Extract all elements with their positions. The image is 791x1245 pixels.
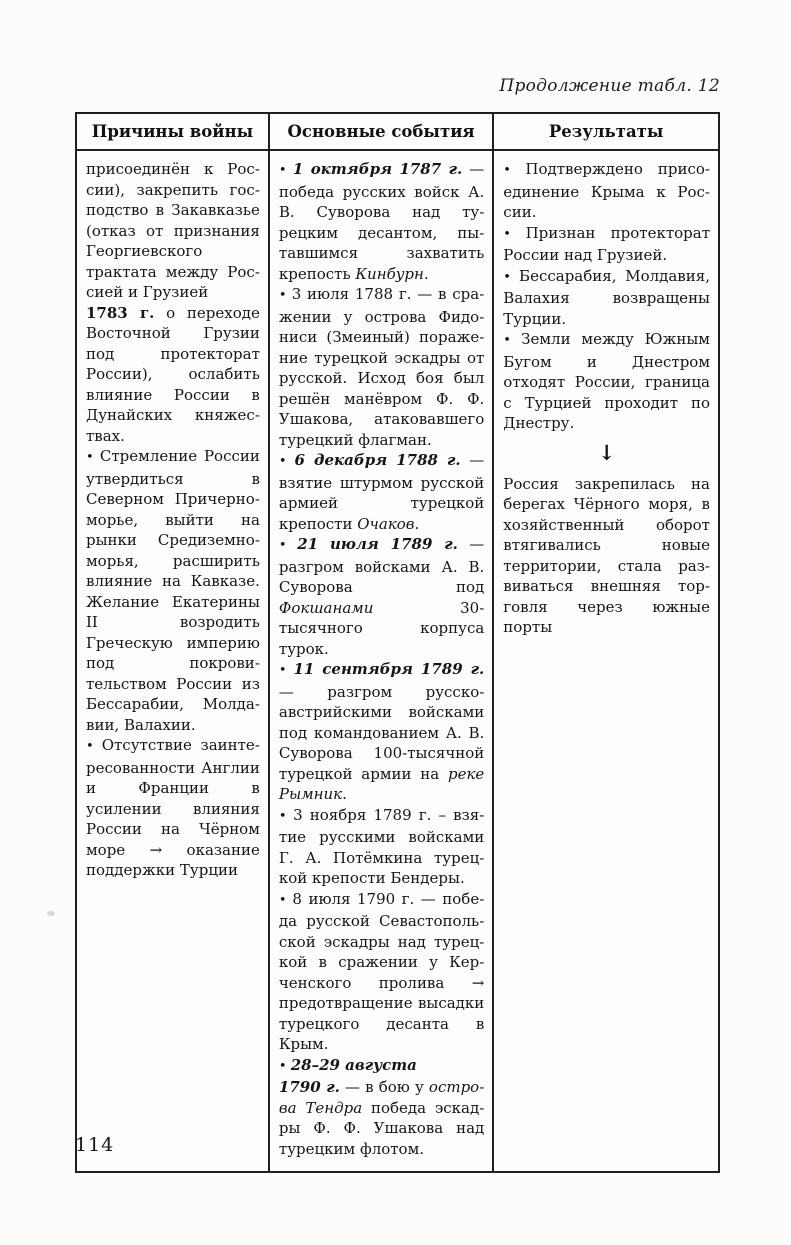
text-run: Подтверждено присоединение Крыма к России.	[503, 160, 710, 221]
text-run: — победа русских войск А. В. Суворова над турецким десантом, пытавшимся захватить крепость	[278, 160, 485, 283]
text-run: — разгром войсками А. В. Суворова под	[278, 535, 485, 596]
text-run: Отсутствие заинтересованности Англии и Франции в усилении влияния России на Чёрном море → оказание поддержки Турции	[86, 736, 260, 879]
results-cell	[493, 150, 719, 1172]
events-cell	[269, 150, 493, 1172]
bullet-icon: •	[86, 739, 102, 754]
table-paragraph	[86, 159, 260, 446]
table-header-row	[76, 113, 719, 150]
table-paragraph	[86, 446, 260, 735]
table-paragraph	[503, 266, 710, 330]
text-run: Признан протекторат России над Грузией.	[503, 223, 710, 264]
text-run: 1783 г.	[86, 303, 155, 322]
table-paragraph	[279, 159, 484, 284]
bullet-icon: •	[278, 454, 295, 469]
bullet-icon: •	[503, 333, 522, 348]
text-run: 6 декабря 1788 г.	[294, 451, 461, 469]
header-events: Основные события	[269, 113, 493, 150]
table-paragraph	[279, 450, 484, 534]
bullet-icon: •	[503, 163, 526, 178]
text-run: — в бою у	[339, 1078, 429, 1096]
bullet-icon: •	[278, 1058, 291, 1074]
text-run: .	[414, 514, 420, 533]
scan-smudge-mark	[47, 911, 55, 916]
text-run: 30-тысячного корпуса турок.	[278, 598, 485, 658]
text-run: Земли между Южным Бугом и Днестром отходят России, граница с Турцией проходит по Днестру.	[503, 330, 710, 432]
text-run: — взятие штурмом русской армией турецкой крепости	[278, 451, 485, 533]
table-paragraph	[279, 1055, 484, 1160]
table-paragraph	[279, 284, 484, 450]
text-run: 1 октября 1787 г.	[292, 160, 463, 178]
text-run: 3 ноября 1789 г. – взятие русскими войсками Г. А. Потёмкина турецкой крепости Бендеры.	[278, 805, 485, 887]
table-paragraph	[503, 329, 710, 434]
bullet-icon: •	[86, 450, 100, 465]
header-results: Результаты	[493, 113, 719, 150]
header-causes: Причины войны	[76, 113, 269, 150]
bullet-icon: •	[278, 163, 293, 178]
text-run: 21 июля 1789 г.	[297, 535, 458, 553]
table-paragraph	[279, 889, 484, 1055]
text-run: острова Тендра	[278, 1078, 485, 1117]
text-run: 3 июля 1788 г. — в сражении у острова Фидониси (Змеиный) поражение турецкой эскадры от русской. Исход боя был решён манёвром Ф. Ф. Ушакова, атаковавшего турецкий флагман.	[278, 285, 485, 449]
text-run: — разгром русско-австрийскими войсками под командованием А. В. Суворова 100-тысячной турецкой армии на	[278, 682, 485, 783]
text-run: Кинбурн	[355, 264, 424, 283]
bullet-icon: •	[278, 892, 293, 908]
bullet-icon: •	[503, 226, 526, 242]
text-run: Очаков	[357, 514, 415, 533]
bullet-icon: •	[278, 288, 292, 303]
text-run: Россия закрепилась на берегах Чёрного моря, в хозяйственный оборот втягивались новые территории, стала развиваться внешняя торговля через южные порты	[503, 474, 710, 636]
text-run: 8 июля 1790 г. — победа русской Севастопольской эскадры над турецкой в сражении у Керченского пролива → предотвращение высадки турецкого десанта в Крым.	[278, 889, 485, 1053]
page-number: 114	[75, 1134, 115, 1156]
text-run: 11 сентября 1789 г.	[293, 660, 485, 678]
war-table	[75, 112, 720, 1173]
table-continuation-label: Продолжение табл. 12	[499, 76, 720, 96]
text-run: 1790 г.	[278, 1078, 340, 1096]
text-run: Стремление России утвердиться в Северном Причерноморье, выйти на рынки Средиземноморья, расширить влияние на Кавказе. Желание Екатерины II возродить Греческую империю под покровительством России из Бессарабии, Молдавии, Валахии.	[86, 447, 260, 734]
bullet-icon: •	[503, 269, 520, 285]
text-run: 28–29 августа	[290, 1055, 417, 1074]
bullet-icon: •	[278, 808, 294, 824]
text-run: реке Рымник	[278, 764, 485, 803]
table-body-row	[76, 150, 719, 1172]
bullet-icon: •	[278, 663, 294, 678]
text-run: победа эскадры Ф. Ф. Ушакова над турецким флотом.	[278, 1098, 485, 1158]
down-arrow-icon: ↓	[597, 439, 616, 465]
text-run: Бессарабия, Молдавия, Валахия возвращены Турции.	[503, 266, 710, 328]
table-paragraph	[503, 223, 710, 266]
table-paragraph	[503, 159, 710, 223]
text-run: .	[342, 785, 347, 803]
bullet-icon: •	[278, 538, 298, 553]
causes-cell	[76, 150, 269, 1172]
text-run: Фокшанами	[278, 598, 374, 617]
table-paragraph	[279, 659, 484, 805]
table-paragraph	[279, 534, 484, 659]
text-run: о переходе Восточной Грузии под протекторат России), ослабить влияние России в Дунайских княжествах.	[86, 303, 260, 445]
text-run: .	[423, 264, 429, 283]
table-paragraph	[503, 474, 710, 638]
table-paragraph	[279, 805, 484, 889]
text-run: присоединён к России), закрепить господство в Закавказье (отказ от признания Георгиевского трактата между Россией и Грузией	[86, 160, 260, 301]
table-paragraph	[86, 735, 260, 881]
